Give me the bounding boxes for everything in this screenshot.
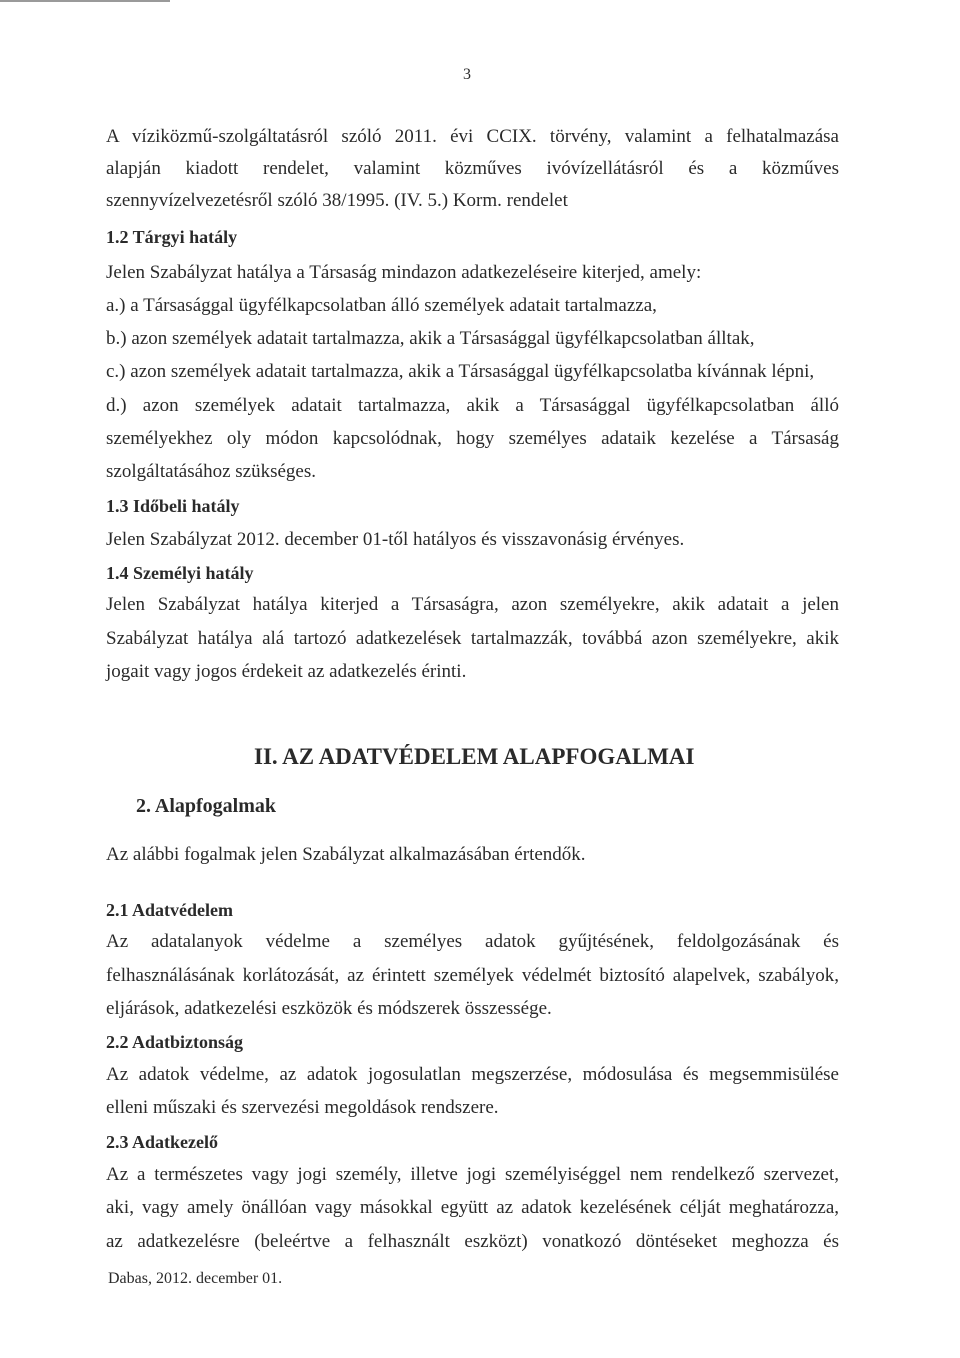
chapter-title: II. AZ ADATVÉDELEM ALAPFOGALMAI — [254, 744, 695, 769]
page-number: 3 — [463, 66, 471, 83]
section-heading-2-2: 2.2 Adatbiztonság — [106, 1032, 244, 1052]
intro-line: alapján kiadott rendelet, valamint közműves ivóvízellátásról és a közműves — [106, 158, 839, 179]
section-heading-1-3: 1.3 Időbeli hatály — [106, 496, 240, 516]
paragraph-line: Az alábbi fogalmak jelen Szabályzat alkalmazásában értendők. — [106, 844, 586, 865]
scan-edge-line — [0, 0, 170, 2]
section-heading-2-3: 2.3 Adatkezelő — [106, 1132, 218, 1152]
paragraph-line: Jelen Szabályzat hatálya kiterjed a Társaságra, azon személyekre, akik adatait a jelen — [106, 594, 839, 615]
section-heading-2: 2. Alapfogalmak — [136, 795, 277, 817]
list-item-d-cont: szolgáltatásához szükséges. — [106, 461, 316, 482]
paragraph-line: Jelen Szabályzat hatálya a Társaság mindazon adatkezeléseire kiterjed, amely: — [106, 262, 702, 283]
paragraph-line: felhasználásának korlátozását, az érintett személyek védelmét biztosító alapelvek, szabályok, — [106, 965, 839, 986]
list-item-d: d.) azon személyek adatait tartalmazza, akik a Társasággal ügyfélkapcsolatban álló — [106, 395, 839, 416]
paragraph-line: aki, vagy amely önállóan vagy másokkal együtt az adatok kezelésének célját meghatározza, — [106, 1197, 839, 1218]
paragraph-line: elleni műszaki és szervezési megoldások rendszere. — [106, 1097, 499, 1118]
list-item-b: b.) azon személyek adatait tartalmazza, akik a Társasággal ügyfélkapcsolatban álltak, — [106, 328, 755, 349]
intro-line: A víziközmű-szolgáltatásról szóló 2011. évi CCIX. törvény, valamint a felhatalmazása — [106, 126, 839, 147]
section-heading-2-1: 2.1 Adatvédelem — [106, 900, 233, 920]
section-heading-1-2: 1.2 Tárgyi hatály — [106, 227, 238, 247]
list-item-a: a.) a Társasággal ügyfélkapcsolatban álló személyek adatait tartalmazza, — [106, 295, 657, 316]
paragraph-line: Szabályzat hatálya alá tartozó adatkezelések tartalmazzák, továbbá azon személyekre, akik — [106, 628, 839, 649]
paragraph-line: Az adatalanyok védelme a személyes adatok gyűjtésének, feldolgozásának és — [106, 931, 839, 952]
intro-line: szennyvízelvezetésről szóló 38/1995. (IV. 5.) Korm. rendelet — [106, 190, 568, 211]
paragraph-line: eljárások, adatkezelési eszközök és módszerek összessége. — [106, 998, 552, 1019]
list-item-c: c.) azon személyek adatait tartalmazza, akik a Társasággal ügyfélkapcsolatba kívánnak lépni, — [106, 361, 815, 382]
paragraph-line: Az a természetes vagy jogi személy, illetve jogi személyiséggel nem rendelkező szervezet, — [106, 1164, 839, 1185]
paragraph-line: az adatkezelésre (beleértve a felhasznált eszközt) vonatkozó döntéseket meghozza és — [106, 1231, 839, 1252]
list-item-d-cont: személyekhez oly módon kapcsolódnak, hogy személyes adataik kezelése a Társaság — [106, 428, 839, 449]
footer-date: Dabas, 2012. december 01. — [108, 1270, 283, 1287]
paragraph-line: Az adatok védelme, az adatok jogosulatlan megszerzése, módosulása és megsemmisülése — [106, 1064, 839, 1085]
paragraph-line: jogait vagy jogos érdekeit az adatkezelés érinti. — [106, 661, 467, 682]
paragraph-line: Jelen Szabályzat 2012. december 01-től hatályos és visszavonásig érvényes. — [106, 529, 685, 550]
section-heading-1-4: 1.4 Személyi hatály — [106, 563, 254, 583]
